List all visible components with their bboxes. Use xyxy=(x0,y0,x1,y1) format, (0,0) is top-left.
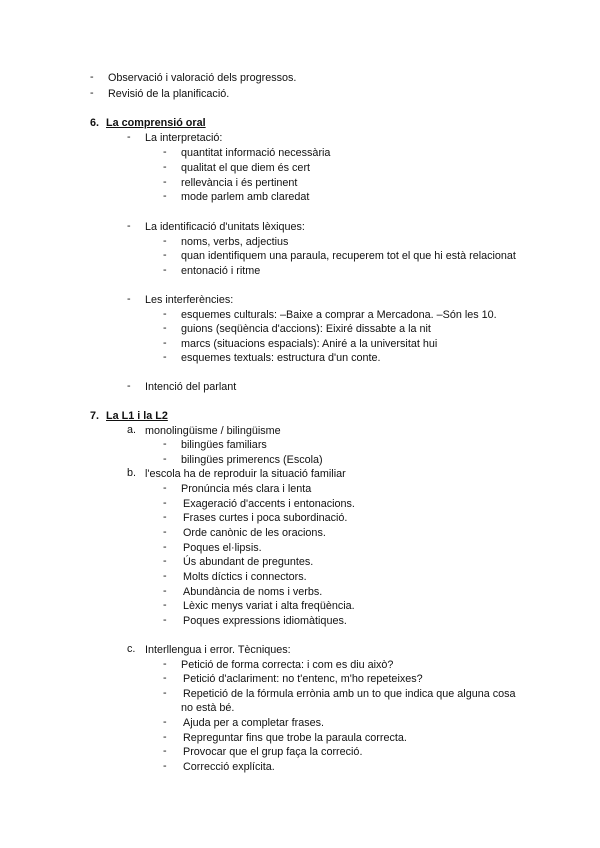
list-item: Poques expressions idiomàtiques. xyxy=(183,615,347,627)
bullet-dash: - xyxy=(163,541,167,553)
bullet-dash: - xyxy=(90,87,94,99)
bullet-dash: - xyxy=(163,453,167,465)
bullet-dash: - xyxy=(163,614,167,626)
bullet-dash: - xyxy=(163,526,167,538)
list-item: Orde canònic de les oracions. xyxy=(183,527,326,539)
bullet-dash: - xyxy=(163,511,167,523)
bullet-dash: - xyxy=(163,585,167,597)
list-item: Frases curtes i poca subordinació. xyxy=(183,512,348,524)
section-7-heading xyxy=(90,409,168,423)
list-item: noms, verbs, adjectius xyxy=(181,236,289,248)
subsection-marker: c. xyxy=(127,643,136,655)
bullet-dash: - xyxy=(163,497,167,509)
section-title: La L1 i la L2 xyxy=(106,410,168,422)
bullet-dash: - xyxy=(163,235,167,247)
bullet-dash: - xyxy=(163,731,167,743)
subsection-marker: b. xyxy=(127,467,137,479)
section-title: La comprensió oral xyxy=(106,117,206,129)
list-item: Repetició de la fórmula errònia amb un to que indica que alguna cosa xyxy=(183,688,516,700)
bullet-dash: - xyxy=(127,380,131,392)
bullet-dash: - xyxy=(163,161,167,173)
section-number: 6. xyxy=(90,117,100,129)
bullet-dash: - xyxy=(163,482,167,494)
subsection-label: l'escola ha de reproduir la situació familiar xyxy=(145,468,346,480)
bullet-dash: - xyxy=(163,249,167,261)
intro-item: Observació i valoració dels progressos. xyxy=(108,72,297,84)
list-item: Provocar que el grup faça la correció. xyxy=(183,746,363,758)
bullet-dash: - xyxy=(163,351,167,363)
list-item: Repreguntar fins que trobe la paraula correcta. xyxy=(183,732,407,744)
bullet-dash: - xyxy=(90,71,94,83)
list-item: Molts díctics i connectors. xyxy=(183,571,307,583)
bullet-dash: - xyxy=(163,555,167,567)
list-item: Correcció explícita. xyxy=(183,761,275,773)
bullet-dash: - xyxy=(163,308,167,320)
subsection-label: monolingüisme / bilingüisme xyxy=(145,425,281,437)
list-item: Ajuda per a completar frases. xyxy=(183,717,325,729)
bullet-dash: - xyxy=(163,322,167,334)
list-item: marcs (situacions espacials): Aniré a la universitat hui xyxy=(181,338,438,350)
bullet-dash: - xyxy=(163,716,167,728)
list-item-continuation: no està bé. xyxy=(181,702,235,714)
list-item: guions (seqüència d'accions): Eixiré dissabte a la nit xyxy=(181,323,431,335)
bullet-dash: - xyxy=(163,190,167,202)
section-6-heading xyxy=(90,116,206,130)
subsection-label: Interllengua i error. Tècniques: xyxy=(145,644,291,656)
bullet-dash: - xyxy=(163,337,167,349)
list-item: Poques el·lipsis. xyxy=(183,542,262,554)
bullet-dash: - xyxy=(163,570,167,582)
group-label: La identificació d'unitats lèxiques: xyxy=(145,221,305,233)
subsection-marker: a. xyxy=(127,424,137,436)
bullet-dash: - xyxy=(163,146,167,158)
list-item: rellevància i és pertinent xyxy=(181,177,298,189)
list-item: Lèxic menys variat i alta freqüència. xyxy=(183,600,355,612)
bullet-dash: - xyxy=(163,599,167,611)
list-item: Abundància de noms i verbs. xyxy=(183,586,323,598)
bullet-dash: - xyxy=(127,220,131,232)
list-item: Ús abundant de preguntes. xyxy=(183,556,314,568)
list-item: esquemes textuals: estructura d'un conte. xyxy=(181,352,381,364)
section-number: 7. xyxy=(90,410,100,422)
list-item: Petició d'aclariment: no t'entenc, m'ho repeteixes? xyxy=(183,673,423,685)
intro-item: Revisió de la planificació. xyxy=(108,88,230,100)
group-label: Les interferències: xyxy=(145,294,234,306)
bullet-dash: - xyxy=(127,293,131,305)
bullet-dash: - xyxy=(127,131,131,143)
list-item: Pronúncia més clara i lenta xyxy=(181,483,312,495)
bullet-dash: - xyxy=(163,760,167,772)
list-item: bilingües familiars xyxy=(181,439,267,451)
bullet-dash: - xyxy=(163,672,167,684)
bullet-dash: - xyxy=(163,438,167,450)
list-item: Petició de forma correcta: i com es diu això? xyxy=(181,659,394,671)
list-item: mode parlem amb claredat xyxy=(181,191,310,203)
list-item: quan identifiquem una paraula, recuperem tot el que hi està relacionat xyxy=(181,250,516,262)
list-item: Exageració d'accents i entonacions. xyxy=(183,498,355,510)
group-label: Intenció del parlant xyxy=(145,381,237,393)
list-item: entonació i ritme xyxy=(181,265,261,277)
bullet-dash: - xyxy=(163,176,167,188)
list-item: qualitat el que diem és cert xyxy=(181,162,311,174)
group-label: La interpretació: xyxy=(145,132,223,144)
bullet-dash: - xyxy=(163,745,167,757)
list-item: bilingües primerencs (Escola) xyxy=(181,454,323,466)
list-item: quantitat informació necessària xyxy=(181,147,331,159)
bullet-dash: - xyxy=(163,264,167,276)
bullet-dash: - xyxy=(163,687,167,699)
bullet-dash: - xyxy=(163,658,167,670)
list-item: esquemes culturals: –Baixe a comprar a Mercadona. –Són les 10. xyxy=(181,309,497,321)
